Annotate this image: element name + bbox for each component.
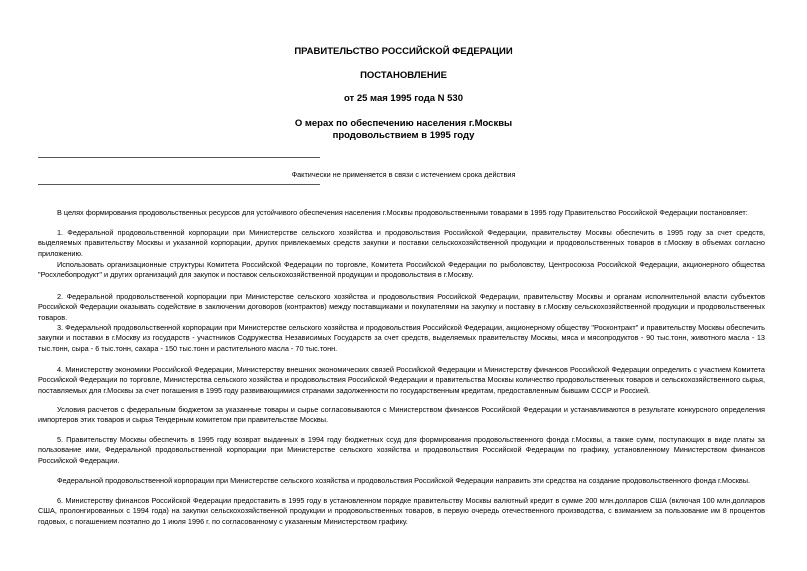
divider-bottom xyxy=(38,184,320,185)
paragraph-2: 2. Федеральной продовольственной корпорации при Министерстве сельского хозяйства и продовольствия Российской Федерации, правительству Москвы и органам исполнительной власти субъектов Российской Федерации оказывать содействие в заключении договоров (контрактов) между поставщиками и покупателями на закупку и поставку в г.Москву сельскохозяйственной продукции и продовольственных товаров. xyxy=(38,292,765,322)
paragraph-5: 5. Правительству Москвы обеспечить в 1995 году возврат выданных в 1994 году бюджетных ссуд для формирования продовольственного фонда г.Москвы, а также сумм, поступающих в виде платы за пользование ими, Федеральной продовольственной корпорации при Министерстве сельского хозяйства и продовольствия Российской Федерации по графику, установленному Министерством финансов Российской Федерации. xyxy=(38,435,765,465)
preamble-paragraph: В целях формирования продовольственных ресурсов для устойчивого обеспечения населения г.Москвы продовольственными товарами в 1995 году Правительство Российской Федерации постановляет: xyxy=(57,208,748,217)
status-note: Фактически не применяется в связи с истечением срока действия xyxy=(291,170,516,179)
paragraph-4: 4. Министерству экономики Российской Федерации, Министерству внешних экономических связей Российской Федерации и Министерству финансов Российской Федерации определить с участием Комитета Российской Федерации по торговле, Министерства сельского хозяйства и продовольствия Российской Федерации и правительства Москвы количество продовольственных товаров и сельскохозяйственного сырья, поставляемых для г.Москвы за счет погашения в 1995 году развивающимися странами задолженности по государственным кредитам, предоставленным бывшим СССР и Россией. xyxy=(38,365,765,395)
paragraph-5-2: Федеральной продовольственной корпорации при Министерстве сельского хозяйства и продовольствия Российской Федерации направить эти средства на создание продовольственного фонда г.Москвы. xyxy=(57,476,751,485)
paragraph-3: 3. Федеральной продовольственной корпорации при Министерстве сельского хозяйства и продовольствия Российской Федерации, акционерному обществу "Росконтракт" и правительству Москвы обеспечить закупки и поставки в г.Москву из государств - участников Содружества Независимых Государств за счет средств, выделяемых правительству Москвы, мяса и мясопродуктов - 90 тыс.тонн, животного масла - 13 тыс.тонн, сыра - 6 тыс.тонн, сахара - 150 тыс.тонн и растительного масла - 70 тыс.тонн. xyxy=(38,323,765,353)
document-type-heading: ПОСТАНОВЛЕНИЕ xyxy=(360,70,447,81)
government-heading: ПРАВИТЕЛЬСТВО РОССИЙСКОЙ ФЕДЕРАЦИИ xyxy=(294,46,513,57)
paragraph-4-2: Условия расчетов с федеральным бюджетом за указанные товары и сырье согласовываются с Министерством финансов Российской Федерации и устанавливаются в результате конкурсного определения импортеров этих товаров и сырья Тендерным комитетом при правительстве Москвы. xyxy=(38,405,765,425)
paragraph-1: 1. Федеральной продовольственной корпорации при Министерстве сельского хозяйства и продовольствия Российской Федерации, правительству Москвы обеспечить в 1995 году за счет средств, выделяемых правительству Москвы и указанной корпорации, других привлекаемых средств закупки и поставки сельскохозяйственной продукции и продовольственных товаров в г.Москву в объемах согласно приложению. xyxy=(38,228,765,258)
document-title-line-1: О мерах по обеспечению населения г.Москвы xyxy=(294,118,513,129)
paragraph-6: 6. Министерству финансов Российской Федерации предоставить в 1995 году в установленном порядке правительству Москвы валютный кредит в сумме 200 млн.долларов США (включая 100 млн.долларов США, пролонгированных с 1994 года) на закупки сельскохозяйственной продукции и продовольственных товаров, в первую очередь отечественного производства, с взиманием за пользование им 8 процентов годовых, с погашением поэтапно до 1 июля 1996 г. по согласованному с указанным Министерством графику. xyxy=(38,496,765,526)
paragraph-1-2: Использовать организационные структуры Комитета Российской Федерации по торговле, Комитета Российской Федерации по рыболовству, Центросоюза Российской Федерации, акционерного общества "Росхлебопродукт" и других организаций для закупок и поставок сельскохозяйственной продукции и продовольствия в г.Москву. xyxy=(38,260,765,280)
document-title-line-2: продовольствием в 1995 году xyxy=(332,130,475,141)
divider-top xyxy=(38,157,320,158)
date-number-heading: от 25 мая 1995 года N 530 xyxy=(343,93,464,104)
